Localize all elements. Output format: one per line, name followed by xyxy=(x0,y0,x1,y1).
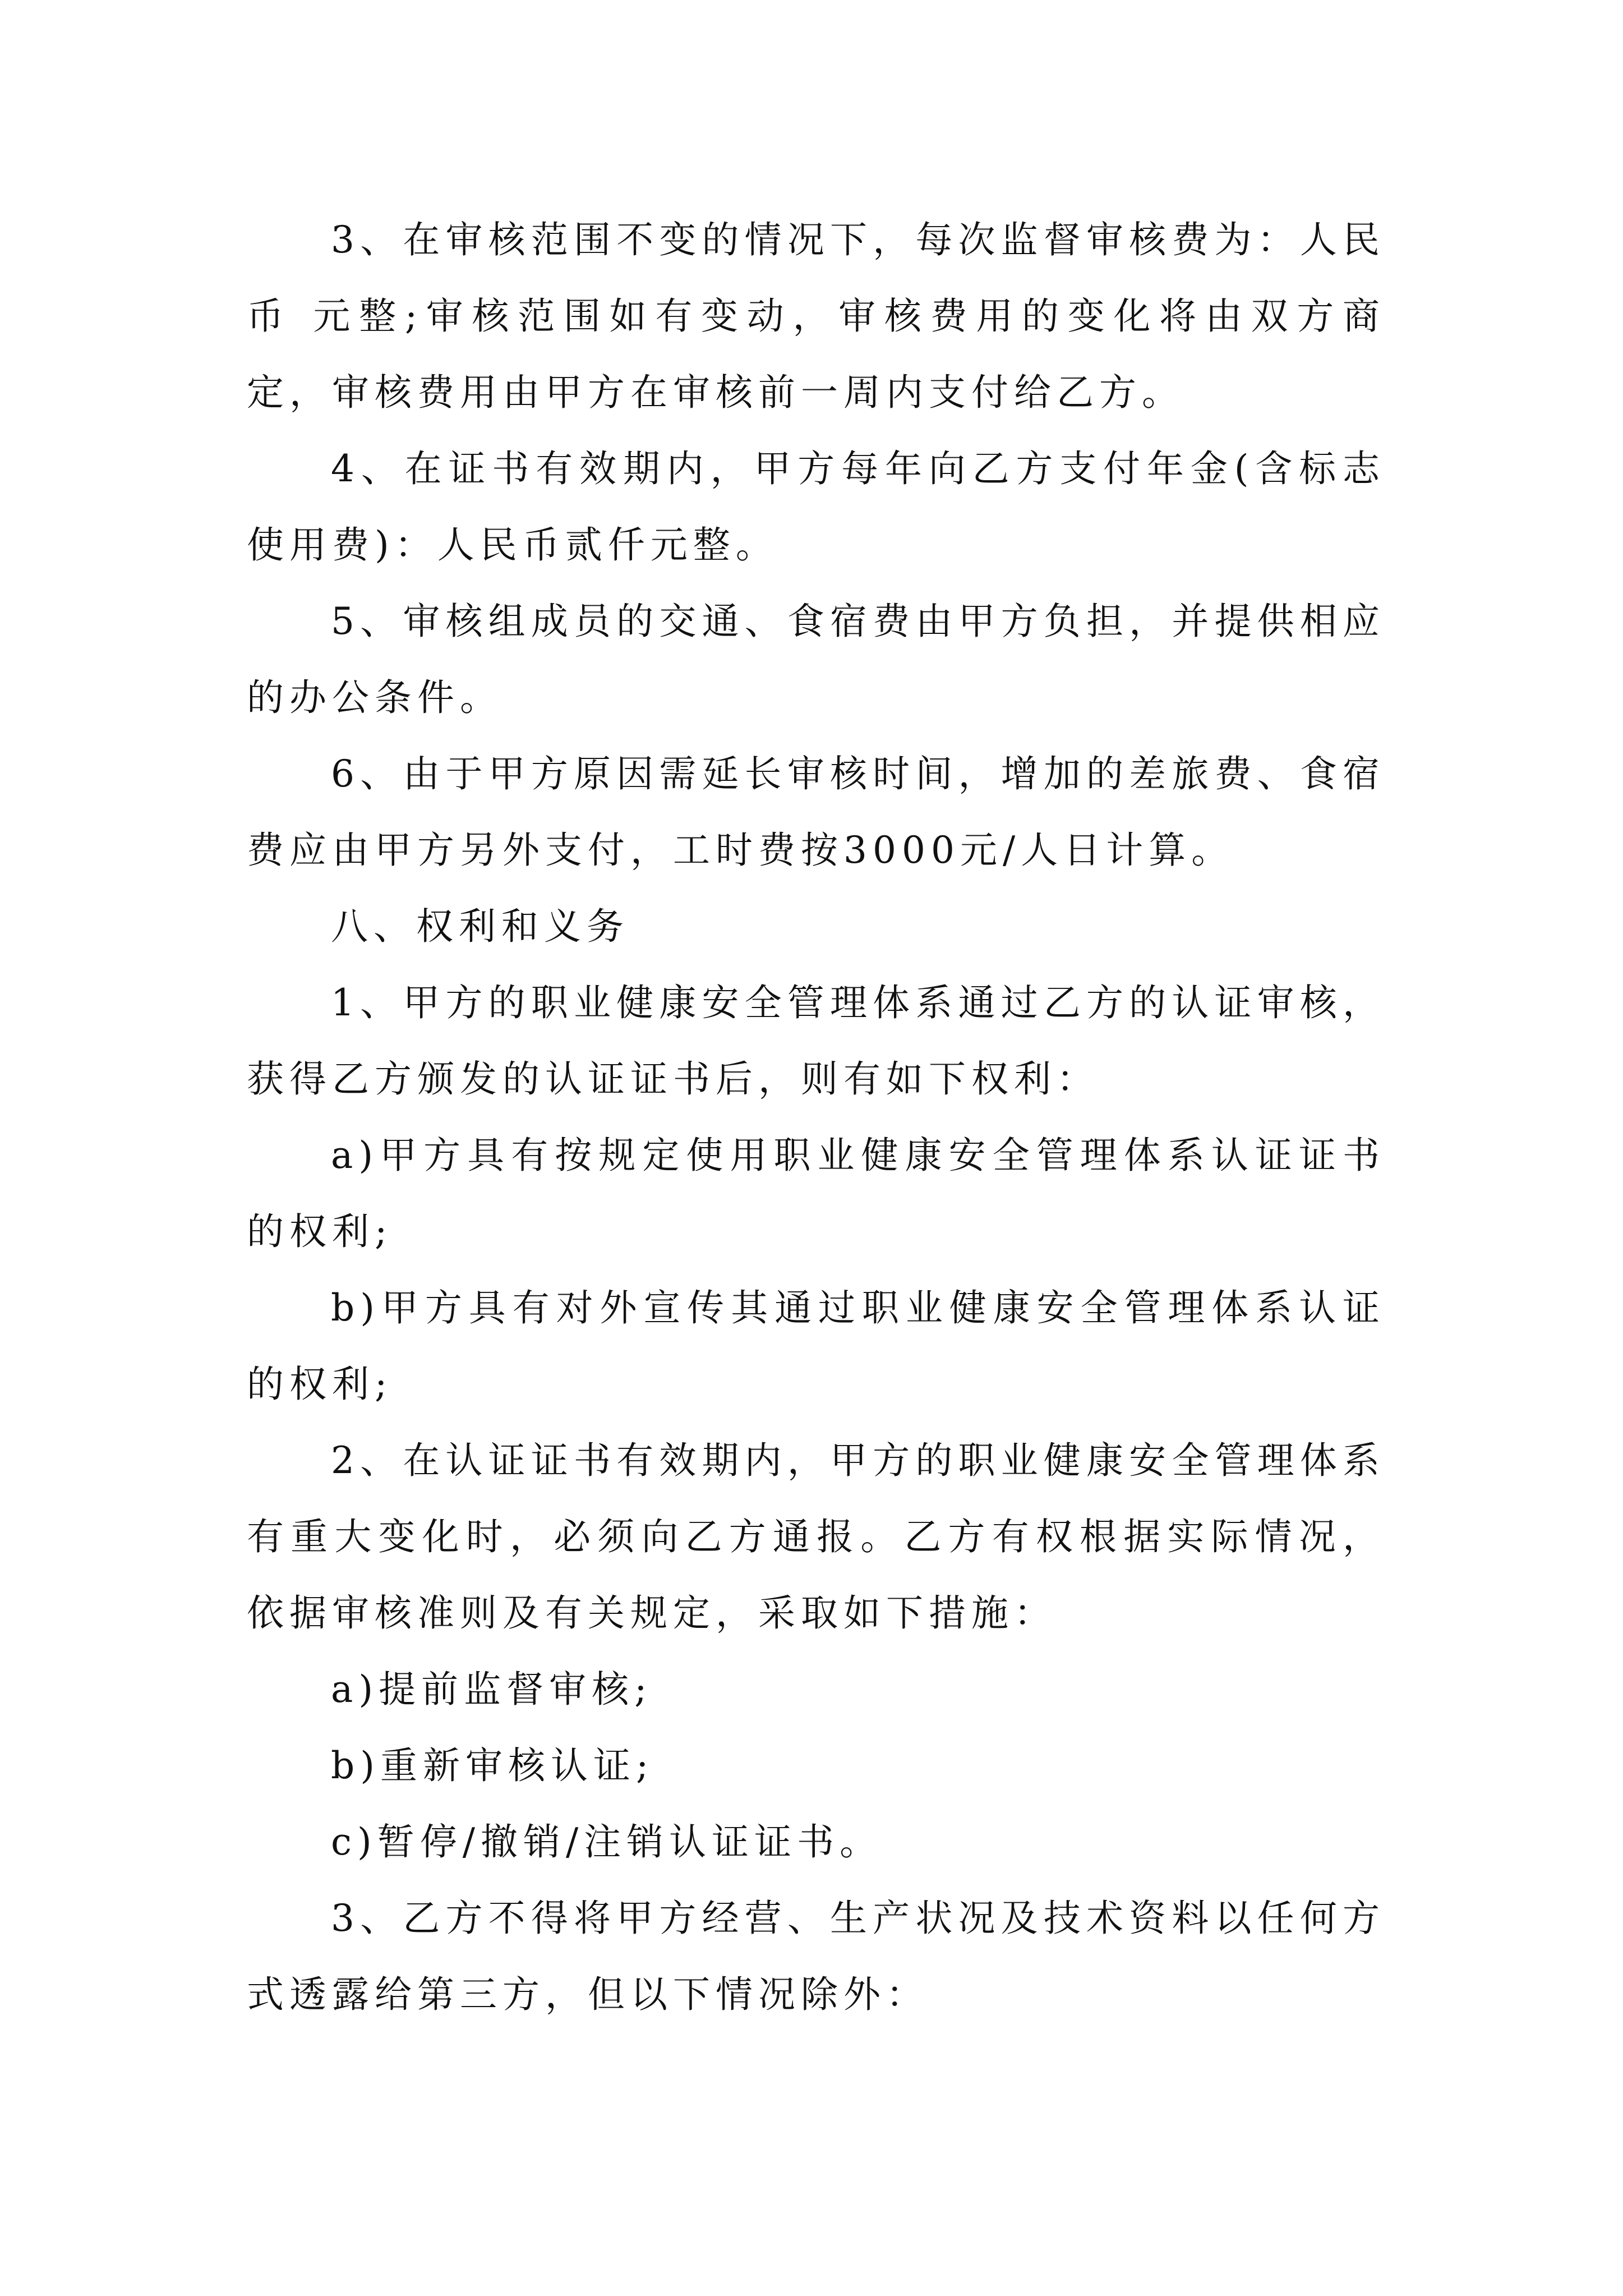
list-item-measure-c: c)暂停/撤销/注销认证证书。 xyxy=(331,1820,883,1864)
document-body xyxy=(247,202,1385,2033)
paragraph-major-changes: 2、在认证证书有效期内，甲方的职业健康安全管理体系有重大变化时，必须向乙方通报。乙方有权根据实际情况，依据审核准则及有关规定，采取如下措施： xyxy=(247,1439,1385,1635)
list-item-right-b: b)甲方具有对外宣传其通过职业健康安全管理体系认证的权利; xyxy=(247,1286,1385,1406)
list-item-measure-a: a)提前监督审核; xyxy=(331,1668,653,1711)
list-item-measure-b: b)重新审核认证; xyxy=(331,1744,654,1787)
list-item-right-a: a)甲方具有按规定使用职业健康安全管理体系认证证书的权利; xyxy=(247,1134,1385,1253)
paragraph-audit-fee: 3、在审核范围不变的情况下，每次监督审核费为：人民币 元整;审核范围如有变动，审核费用的变化将由双方商定，审核费用由甲方在审核前一周内支付给乙方。 xyxy=(247,218,1385,414)
paragraph-travel-expenses: 5、审核组成员的交通、食宿费由甲方负担，并提供相应的办公条件。 xyxy=(247,600,1385,719)
paragraph-annual-fee: 4、在证书有效期内，甲方每年向乙方支付年金(含标志使用费)：人民币贰仟元整。 xyxy=(247,447,1385,567)
paragraph-rights-intro: 1、甲方的职业健康安全管理体系通过乙方的认证审核，获得乙方颁发的认证证书后，则有如下权利： xyxy=(247,981,1385,1101)
section-heading-rights-obligations: 八、权利和义务 xyxy=(331,905,629,948)
paragraph-confidentiality: 3、乙方不得将甲方经营、生产状况及技术资料以任何方式透露给第三方，但以下情况除外： xyxy=(247,1897,1385,2016)
paragraph-extended-audit: 6、由于甲方原因需延长审核时间，增加的差旅费、食宿费应由甲方另外支付，工时费按3000元/人日计算。 xyxy=(247,752,1385,872)
